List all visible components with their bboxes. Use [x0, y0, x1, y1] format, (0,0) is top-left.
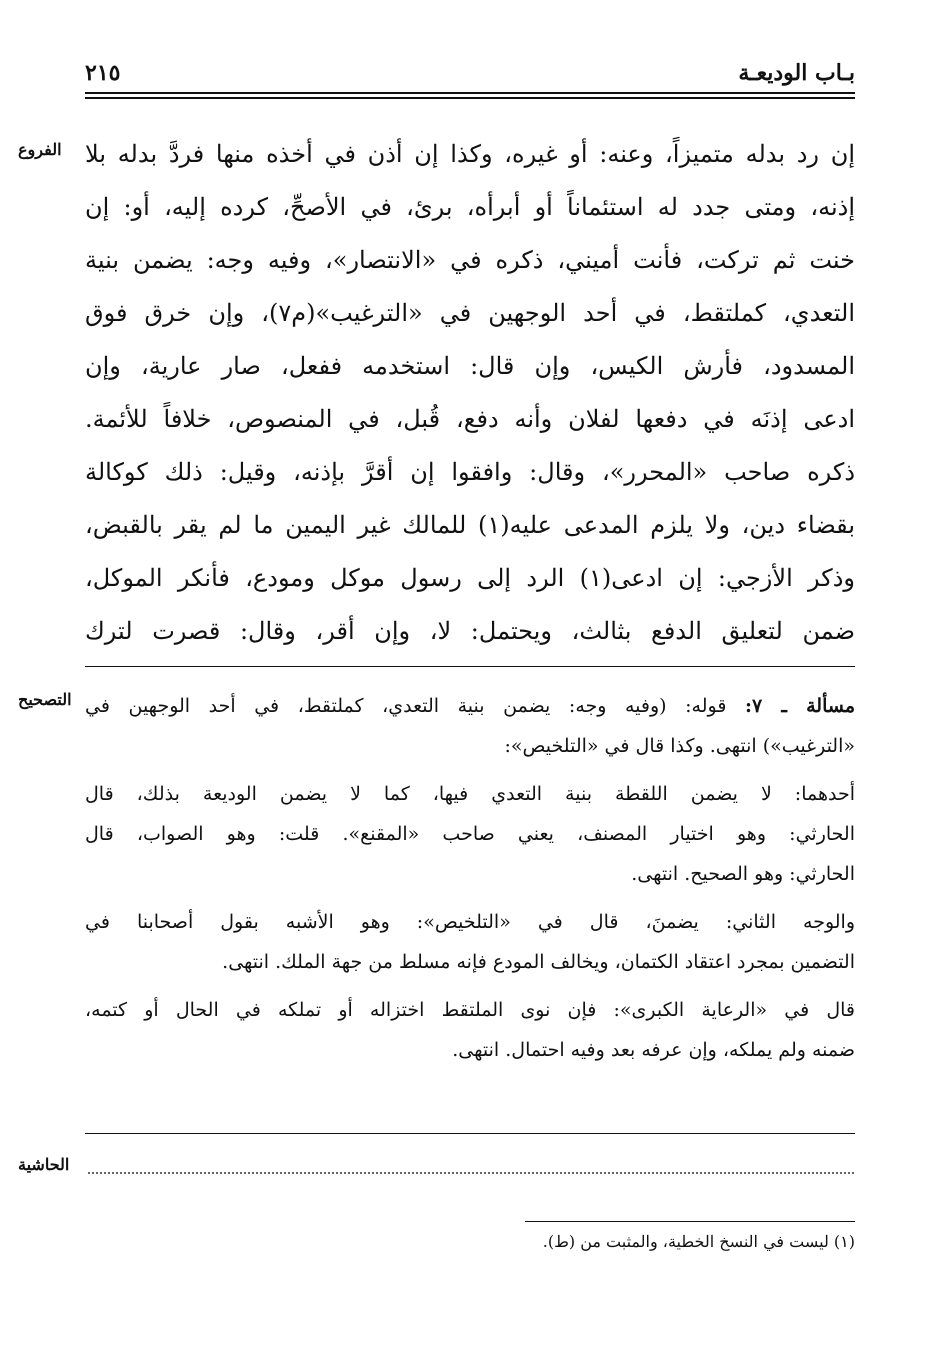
- correction-line: الحارثي: وهو الصحيح. انتهى.: [631, 863, 855, 885]
- header-rule-bottom: [85, 97, 855, 99]
- side-label-furu: الفروع: [18, 140, 62, 159]
- main-line: التعدي، كملتقط، في أحد الوجهين في «الترغيب»(م٧)، وإن خرق فوق: [85, 299, 855, 327]
- footnote-rule: [525, 1221, 855, 1222]
- main-line: المسدود، فأرش الكيس، وإن قال: استخدمه ففعل، صار عارية، وإن: [85, 352, 855, 380]
- issue-label: مسألة ـ ٧:: [745, 695, 855, 717]
- main-line: إذنه، ومتى جدد له استئماناً أو أبرأه، برئ، في الأصحِّ، كرده إليه، أو: إن: [85, 193, 855, 221]
- correction-line: الحارثي: وهو اختيار المصنف، يعني صاحب «المقنع». قلت: وهو الصواب، قال: [85, 823, 855, 845]
- side-label-hashiya: الحاشية: [18, 1155, 70, 1174]
- correction-line: أحدهما: لا يضمن اللقطة بنية التعدي فيها، كما لا يضمن الوديعة بذلك، قال: [85, 783, 855, 805]
- correction-section: [85, 686, 855, 1070]
- main-line: ادعى إذنَه في دفعها لفلان وأنه دفع، قُبل، في المنصوص، خلافاً للأئمة.: [85, 405, 855, 433]
- section-divider: [85, 666, 855, 667]
- footnote: (١) ليست في النسخ الخطية، والمثبت من (ط).: [542, 1232, 855, 1251]
- hashiya-dotted-line: [88, 1172, 854, 1174]
- chapter-title: بـاب الوديعـة: [738, 60, 855, 86]
- main-line: ذكره صاحب «المحرر»، وقال: وافقوا إن أقرَّ بإذنه، وقيل: ذلك كوكالة: [85, 458, 855, 486]
- hashiya-divider: [85, 1133, 855, 1134]
- page-number: ٢١٥: [85, 60, 121, 86]
- main-line: بقضاء دين، ولا يلزم المدعى عليه(١) للمالك غير اليمين ما لم يقر بالقبض،: [85, 511, 855, 539]
- header-rule-top: [85, 92, 855, 94]
- main-text: [85, 128, 855, 658]
- correction-line: قال في «الرعاية الكبرى»: فإن نوى الملتقط اختزاله أو تملكه في الحال أو كتمه،: [85, 999, 855, 1021]
- main-line: إن رد بدله متميزاً، وعنه: أو غيره، وكذا إن أذن في أخذه منها فردَّ بدله بلا: [85, 140, 855, 168]
- correction-line: ضمنه ولم يملكه، وإن عرفه بعد وفيه احتمال. انتهى.: [452, 1039, 855, 1061]
- main-line: وذكر الأزجي: إن ادعى(١) الرد إلى رسول موكل ومودع، فأنكر الموكل،: [85, 564, 855, 592]
- main-line: خنت ثم تركت، فأنت أميني، ذكره في «الانتصار»، وفيه وجه: يضمن بنية: [85, 246, 855, 274]
- correction-line: «الترغيب») انتهى. وكذا قال في «التلخيص»:: [504, 735, 855, 757]
- correction-line: [85, 686, 855, 726]
- correction-line: التضمين بمجرد اعتقاد الكتمان، ويخالف المودع فإنه مسلط من جهة الملك. انتهى.: [222, 951, 855, 973]
- page-header: [85, 58, 855, 94]
- correction-line: والوجه الثاني: يضمنَ، قال في «التلخيص»: وهو الأشبه بقول أصحابنا في: [85, 911, 855, 933]
- side-label-tashih: التصحيح: [18, 690, 72, 709]
- main-line: ضمن لتعليق الدفع بثالث، ويحتمل: لا، وإن أقر، وقال: قصرت لترك: [85, 617, 855, 645]
- correction-text: قوله: (وفيه وجه: يضمن بنية التعدي، كملتقط، في أحد الوجهين في: [85, 695, 727, 717]
